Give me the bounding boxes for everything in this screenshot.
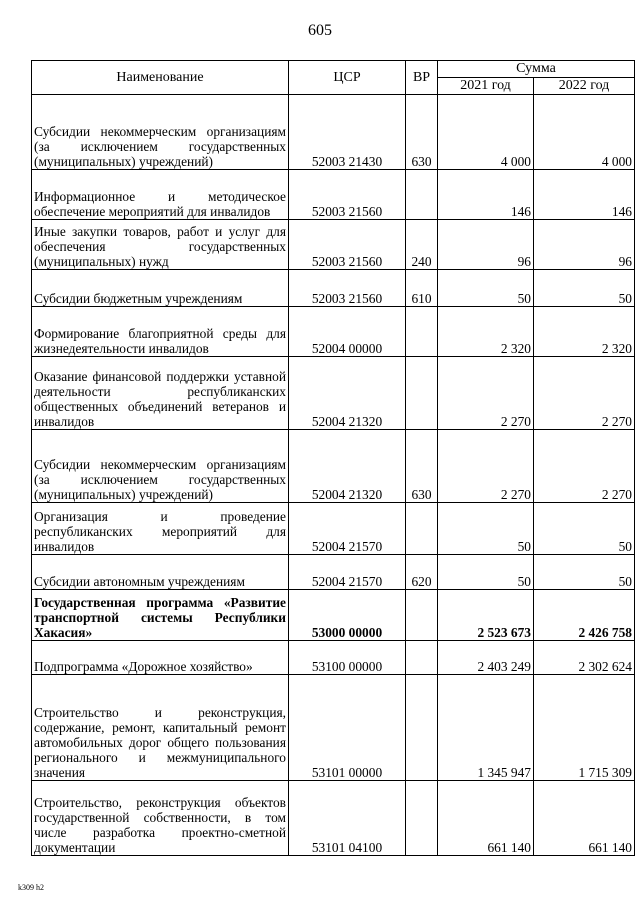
- row-amount-2022: 50: [534, 270, 635, 307]
- row-amount-2022: 2 302 624: [534, 641, 635, 675]
- row-vr-code: 630: [406, 95, 438, 170]
- header-sum: Сумма: [438, 61, 635, 78]
- table-row: [32, 357, 635, 430]
- table-row: [32, 430, 635, 503]
- header-year-2022: 2022 год: [534, 78, 635, 95]
- row-vr-code: [406, 675, 438, 781]
- budget-table: [31, 60, 635, 856]
- row-vr-code: 630: [406, 430, 438, 503]
- row-csr-code: 52003 21430: [289, 95, 406, 170]
- row-amount-2021: 2 320: [438, 307, 534, 357]
- table-row: [32, 641, 635, 675]
- table-row: [32, 503, 635, 555]
- table-row: [32, 781, 635, 856]
- row-amount-2021: 2 270: [438, 357, 534, 430]
- row-csr-code: 53000 00000: [289, 590, 406, 641]
- row-name: Оказание финансовой поддержки уставной деятельности республиканских общественных объединений ветеранов и инвалидов: [32, 357, 289, 430]
- row-amount-2021: 96: [438, 220, 534, 270]
- row-csr-code: 52004 21320: [289, 357, 406, 430]
- row-vr-code: [406, 307, 438, 357]
- row-csr-code: 53101 00000: [289, 675, 406, 781]
- row-name: Субсидии некоммерческим организациям (за исключением государственных (муниципальных) учреждений): [32, 95, 289, 170]
- row-csr-code: 52004 21320: [289, 430, 406, 503]
- header-vr: ВР: [406, 61, 438, 95]
- row-amount-2022: 4 000: [534, 95, 635, 170]
- row-vr-code: [406, 170, 438, 220]
- footer-code: k309 h2: [18, 883, 44, 892]
- row-amount-2021: 50: [438, 503, 534, 555]
- table-body: [32, 95, 635, 856]
- row-name: Субсидии бюджетным учреждениям: [32, 270, 289, 307]
- table-row: [32, 170, 635, 220]
- row-amount-2021: 4 000: [438, 95, 534, 170]
- row-vr-code: [406, 641, 438, 675]
- table-row: [32, 307, 635, 357]
- row-name: Информационное и методическое обеспечение мероприятий для инвалидов: [32, 170, 289, 220]
- page-number: 605: [308, 22, 332, 39]
- table-row: [32, 270, 635, 307]
- row-amount-2022: 661 140: [534, 781, 635, 856]
- row-amount-2022: 2 270: [534, 430, 635, 503]
- row-amount-2021: 50: [438, 555, 534, 590]
- row-name: Субсидии некоммерческим организациям (за исключением государственных (муниципальных) учреждений): [32, 430, 289, 503]
- row-name: Строительство и реконструкция, содержание, ремонт, капитальный ремонт автомобильных дорог общего пользования регионального и межмуниципального значения: [32, 675, 289, 781]
- table-row: [32, 95, 635, 170]
- table-row: [32, 675, 635, 781]
- row-name: Субсидии автономным учреждениям: [32, 555, 289, 590]
- table-row: [32, 555, 635, 590]
- row-amount-2021: 661 140: [438, 781, 534, 856]
- row-vr-code: [406, 590, 438, 641]
- row-amount-2021: 2 403 249: [438, 641, 534, 675]
- row-amount-2021: 1 345 947: [438, 675, 534, 781]
- row-vr-code: [406, 357, 438, 430]
- row-amount-2022: 96: [534, 220, 635, 270]
- row-amount-2022: 2 426 758: [534, 590, 635, 641]
- row-name: Организация и проведение республиканских мероприятий для инвалидов: [32, 503, 289, 555]
- row-amount-2021: 50: [438, 270, 534, 307]
- row-csr-code: 52004 21570: [289, 503, 406, 555]
- row-name: Подпрограмма «Дорожное хозяйство»: [32, 641, 289, 675]
- header-year-2021: 2021 год: [438, 78, 534, 95]
- row-amount-2021: 2 523 673: [438, 590, 534, 641]
- header-csr: ЦСР: [289, 61, 406, 95]
- table-row: [32, 590, 635, 641]
- row-csr-code: 53101 04100: [289, 781, 406, 856]
- row-name: Государственная программа «Развитие транспортной системы Республики Хакасия»: [32, 590, 289, 641]
- row-amount-2021: 146: [438, 170, 534, 220]
- row-name: Иные закупки товаров, работ и услуг для обеспечения государственных (муниципальных) нужд: [32, 220, 289, 270]
- row-amount-2022: 50: [534, 555, 635, 590]
- row-amount-2022: 1 715 309: [534, 675, 635, 781]
- row-csr-code: 52004 00000: [289, 307, 406, 357]
- row-vr-code: 240: [406, 220, 438, 270]
- row-amount-2022: 146: [534, 170, 635, 220]
- row-amount-2021: 2 270: [438, 430, 534, 503]
- row-vr-code: 620: [406, 555, 438, 590]
- row-vr-code: [406, 781, 438, 856]
- row-vr-code: [406, 503, 438, 555]
- row-csr-code: 52003 21560: [289, 270, 406, 307]
- row-name: Строительство, реконструкция объектов государственной собственности, в том числе разработка проектно-сметной документации: [32, 781, 289, 856]
- row-csr-code: 52003 21560: [289, 220, 406, 270]
- table-row: [32, 220, 635, 270]
- row-csr-code: 52003 21560: [289, 170, 406, 220]
- row-amount-2022: 2 320: [534, 307, 635, 357]
- row-vr-code: 610: [406, 270, 438, 307]
- row-amount-2022: 2 270: [534, 357, 635, 430]
- row-name: Формирование благоприятной среды для жизнедеятельности инвалидов: [32, 307, 289, 357]
- row-csr-code: 53100 00000: [289, 641, 406, 675]
- header-name: Наименование: [32, 61, 289, 95]
- row-amount-2022: 50: [534, 503, 635, 555]
- row-csr-code: 52004 21570: [289, 555, 406, 590]
